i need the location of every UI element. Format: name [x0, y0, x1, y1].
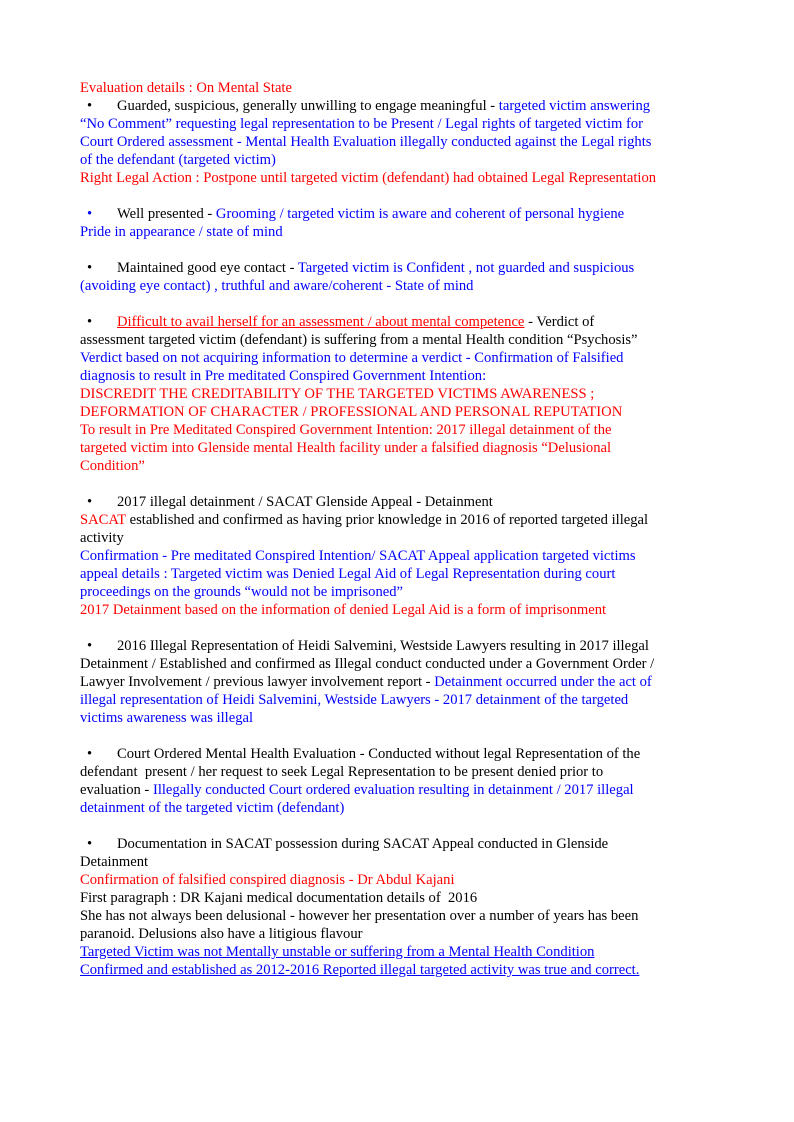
text-segment: - Verdict of — [524, 314, 595, 330]
text-line — [80, 457, 720, 475]
section-gap — [80, 295, 720, 313]
text-line — [80, 637, 720, 655]
bullet-section — [80, 745, 720, 817]
text-line — [80, 853, 720, 871]
text-line — [80, 259, 720, 277]
text-segment: DEFORMATION OF CHARACTER / PROFESSIONAL AND PERSONAL REPUTATION — [80, 404, 623, 420]
sections-container — [80, 97, 720, 979]
text-line — [80, 835, 720, 853]
text-segment: illegal representation of Heidi Salvemini, Westside Lawyers - 2017 detainment of the targeted — [80, 692, 629, 708]
text-segment: Confirmation - Pre meditated Conspired Intention/ SACAT Appeal application targeted victims — [80, 548, 636, 564]
text-line — [80, 205, 720, 223]
text-line — [80, 385, 720, 403]
text-segment: targeted victim answering — [498, 98, 651, 114]
bullet-section — [80, 493, 720, 619]
bullet-section — [80, 313, 720, 475]
text-line — [80, 799, 720, 817]
text-segment: SACAT — [80, 512, 126, 528]
text-segment: detainment of the targeted victim (defendant) — [80, 800, 345, 816]
text-segment: 2016 Illegal Representation of Heidi Salvemini, Westside Lawyers resulting in 2017 illegal — [117, 638, 649, 654]
bullet-icon: • — [87, 494, 93, 510]
text-line — [80, 691, 720, 709]
evaluation-heading: Evaluation details : On Mental State — [80, 80, 292, 96]
text-line — [80, 493, 720, 511]
bullet-icon: • — [87, 206, 93, 222]
text-line — [80, 601, 720, 619]
bullet-icon: • — [87, 314, 93, 330]
text-segment: Well presented - — [117, 206, 216, 222]
section-gap — [80, 619, 720, 637]
bullet-icon: • — [87, 98, 93, 114]
bullet-icon: • — [87, 638, 93, 654]
text-segment: DISCREDIT THE CREDITABILITY OF THE TARGETED VICTIMS AWARENESS ; — [80, 386, 595, 402]
text-segment: established and confirmed as having prior knowledge in 2016 of reported targeted illegal — [125, 512, 649, 528]
text-line — [80, 511, 720, 529]
text-segment: Confirmation of falsified conspired diagnosis - Dr Abdul Kajani — [80, 872, 455, 888]
section-gap — [80, 817, 720, 835]
bullet-section — [80, 97, 720, 187]
text-segment: evaluation - — [80, 782, 153, 798]
text-segment: “No Comment” requesting legal representation to be Present / Legal rights of targeted victim for — [80, 116, 644, 132]
text-segment: Difficult to avail herself for an assessment / about mental competence — [117, 314, 525, 330]
text-line — [80, 889, 720, 907]
bullet-section — [80, 259, 720, 295]
text-line — [80, 277, 720, 295]
text-line — [80, 313, 720, 331]
text-segment: First paragraph : DR Kajani medical documentation details of 2016 — [80, 890, 478, 906]
bullet-icon: • — [87, 746, 93, 762]
text-line — [80, 709, 720, 727]
bullet-section — [80, 835, 720, 979]
text-segment: 2017 illegal detainment / SACAT Glenside Appeal - Detainment — [117, 494, 493, 510]
section-gap — [80, 727, 720, 745]
text-segment: diagnosis to result in Pre meditated Conspired Government Intention: — [80, 368, 487, 384]
text-segment: She has not always been delusional - however her presentation over a number of years has been — [80, 908, 639, 924]
text-segment: Condition” — [80, 458, 145, 474]
text-segment: paranoid. Delusions also have a litigious flavour — [80, 926, 363, 942]
text-line — [80, 403, 720, 421]
text-line — [80, 655, 720, 673]
text-segment: Lawyer Involvement / previous lawyer involvement report - — [80, 674, 435, 690]
bullet-section — [80, 637, 720, 727]
text-line — [80, 547, 720, 565]
text-line — [80, 583, 720, 601]
bullet-icon: • — [87, 260, 93, 276]
text-line — [80, 925, 720, 943]
text-line — [80, 745, 720, 763]
text-segment: Confirmed and established as 2012-2016 Reported illegal targeted activity was true and correct. — [80, 962, 640, 978]
text-line — [80, 421, 720, 439]
text-line — [80, 943, 720, 961]
text-segment: of the defendant (targeted victim) — [80, 152, 276, 168]
text-line — [80, 331, 720, 349]
text-line — [80, 223, 720, 241]
section-gap — [80, 475, 720, 493]
text-segment: Targeted victim is Confident , not guarded and suspicious — [297, 260, 635, 276]
section-gap — [80, 187, 720, 205]
text-segment: Illegally conducted Court ordered evaluation resulting in detainment / 2017 illegal — [152, 782, 634, 798]
text-segment: Targeted Victim was not Mentally unstable or suffering from a Mental Health Condition — [80, 944, 595, 960]
text-segment: 2017 Detainment based on the information of denied Legal Aid is a form of imprisonment — [80, 602, 607, 618]
text-segment: activity — [80, 530, 124, 546]
text-segment: Court Ordered assessment - Mental Health Evaluation illegally conducted against the Legal rights — [80, 134, 652, 150]
text-line — [80, 97, 720, 115]
document-page — [80, 79, 720, 979]
text-segment: Grooming / targeted victim is aware and coherent of personal hygiene — [215, 206, 625, 222]
text-line — [80, 529, 720, 547]
text-line — [80, 115, 720, 133]
text-line — [80, 763, 720, 781]
bullet-icon: • — [87, 836, 93, 852]
text-segment: Verdict based on not acquiring information to determine a verdict - Confirmation of Falsified — [80, 350, 624, 366]
text-segment: Pride in appearance / state of mind — [80, 224, 283, 240]
text-segment: To result in Pre Meditated Conspired Government Intention: 2017 illegal detainment of the — [80, 422, 612, 438]
text-segment: Detainment — [80, 854, 149, 870]
text-line — [80, 781, 720, 799]
text-segment: (avoiding eye contact) , truthful and aware/coherent - State of mind — [80, 278, 474, 294]
text-line — [80, 151, 720, 169]
text-segment: Detainment / Established and confirmed as Illegal conduct conducted under a Government Order / — [80, 656, 655, 672]
text-segment: Maintained good eye contact - — [117, 260, 298, 276]
text-segment: Court Ordered Mental Health Evaluation - Conducted without legal Representation of the — [117, 746, 641, 762]
text-segment: proceedings on the grounds “would not be imprisoned” — [80, 584, 404, 600]
section-gap — [80, 241, 720, 259]
text-line — [80, 349, 720, 367]
text-line — [80, 961, 720, 979]
text-segment: targeted victim into Glenside mental Health facility under a falsified diagnosis “Delusional — [80, 440, 612, 456]
text-line — [80, 565, 720, 583]
text-segment: defendant present / her request to seek Legal Representation to be present denied prior to — [80, 764, 604, 780]
text-line — [80, 439, 720, 457]
text-line — [80, 673, 720, 691]
text-line — [80, 367, 720, 385]
bullet-section — [80, 205, 720, 241]
text-segment: Documentation in SACAT possession during SACAT Appeal conducted in Glenside — [117, 836, 609, 852]
text-segment: Detainment occurred under the act of — [434, 674, 652, 690]
text-segment: victims awareness was illegal — [80, 710, 254, 726]
text-line — [80, 133, 720, 151]
text-segment: appeal details : Targeted victim was Denied Legal Aid of Legal Representation during court — [80, 566, 616, 582]
text-segment: assessment targeted victim (defendant) is suffering from a mental Health condition “Psychosis” — [80, 332, 638, 348]
text-segment: Right Legal Action : Postpone until targeted victim (defendant) had obtained Legal Representation — [80, 170, 657, 186]
text-line — [80, 169, 720, 187]
text-segment: Guarded, suspicious, generally unwilling to engage meaningful - — [117, 98, 499, 114]
text-line — [80, 907, 720, 925]
text-line — [80, 871, 720, 889]
